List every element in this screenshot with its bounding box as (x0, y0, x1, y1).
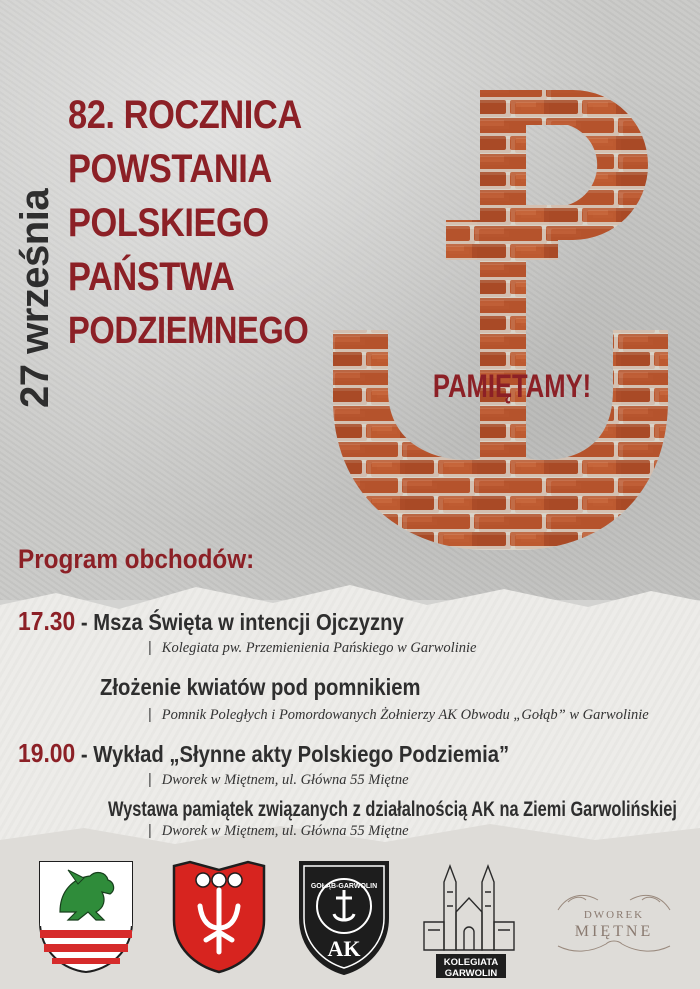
item-4-location (148, 823, 409, 840)
item-1-location-text: Kolegiata pw. Przemienienia Pańskiego w Garwolinie (161, 640, 477, 656)
program-item-1 (18, 606, 404, 637)
dworek-mietne-logo-icon (548, 880, 680, 960)
item-4-location-text: Dworek w Miętnem, ul. Główna 55 Miętne (161, 823, 409, 839)
item-1-event: Msza Święta w intencji Ojczyzny (93, 609, 404, 635)
program-item-2 (100, 674, 421, 701)
red-heraldic-shield-icon (170, 860, 268, 974)
title-line-2: POWSTANIA (68, 147, 272, 191)
location-bar-divider: | (148, 707, 152, 723)
kotwica-brick-anchor-icon (328, 80, 678, 555)
item-3-location (148, 772, 409, 789)
item-3-time: 19.00 (18, 738, 76, 768)
title-block (68, 88, 348, 358)
dworek-text-2: MIĘTNE (574, 923, 654, 940)
item-3-location-text: Dworek w Miętnem, ul. Główna 55 Miętne (161, 772, 409, 788)
kolegiata-text-1: KOLEGIATA (443, 957, 499, 968)
item-2-event: Złożenie kwiatów pod pomnikiem (100, 674, 421, 700)
title-line-5: PODZIEMNEGO (68, 310, 309, 352)
garwolin-county-coat-of-arms-icon (38, 860, 134, 974)
ak-golab-garwolin-badge-icon (294, 858, 394, 976)
title-line-1: 82. ROCZNICA (68, 93, 302, 137)
title-line-3: POLSKIEGO (68, 201, 269, 245)
item-4-event: Wystawa pamiątek związanych z działalnością AK na Ziemi Garwolińskiej (108, 798, 677, 821)
item-3-event: Wykład „Słynne akty Polskiego Podziemia” (93, 741, 510, 767)
item-2-location-text: Pomnik Poległych i Pomordowanych Żołnierzy AK Obwodu „Gołąb” w Garwolinie (161, 707, 649, 723)
program-heading: Program obchodów: (18, 544, 255, 574)
kolegiata-text-2: GARWOLIN (444, 968, 498, 979)
location-bar-divider: | (148, 772, 152, 788)
program-item-4 (108, 798, 677, 822)
item-1-time: 17.30 (18, 606, 76, 636)
title-line-4: PAŃSTWA (68, 255, 235, 299)
ak-badge-text: GOŁĄB-GARWOLIN (310, 883, 378, 890)
item-3-separator: - (75, 741, 94, 767)
date-vertical: 27 września (13, 188, 57, 408)
program-item-3 (18, 738, 509, 769)
ak-letters: AK (327, 936, 361, 961)
slogan-pamietamy: PAMIĘTAMY! (432, 368, 592, 404)
kolegiata-garwolin-church-icon (418, 862, 520, 980)
item-1-separator: - (75, 609, 94, 635)
location-bar-divider: | (148, 823, 152, 839)
item-1-location (148, 640, 476, 657)
item-2-location (148, 707, 649, 724)
dworek-text-1: DWOREK (583, 909, 645, 921)
location-bar-divider: | (148, 640, 152, 656)
